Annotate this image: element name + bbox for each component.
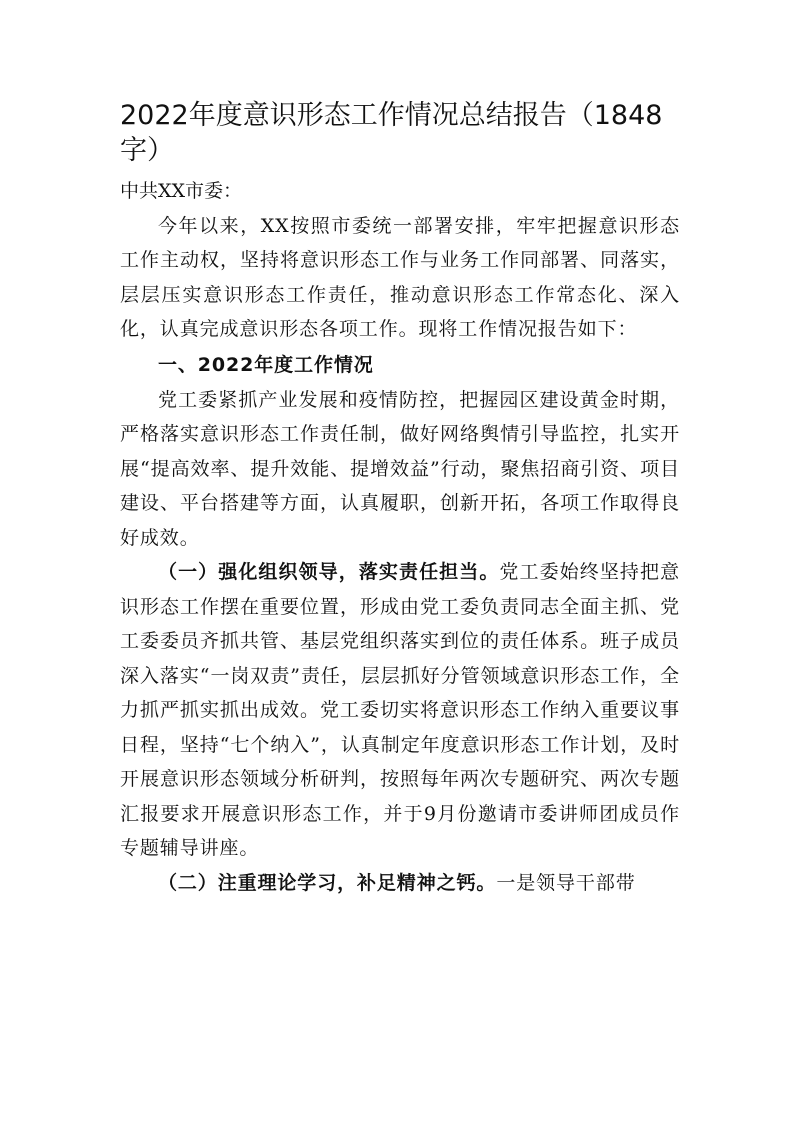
- intro-paragraph: 今年以来，XX按照市委统一部署安排，牢牢把握意识形态工作主动权，坚持将意识形态工作与业务工作同部署、同落实，层层压实意识形态工作责任，推动意识形态工作常态化、深入化，认真完成意识形态各项工作。现将工作情况报告如下：: [120, 214, 680, 340]
- salutation: 中共XX市委：: [120, 180, 243, 202]
- item-2-lead: （二）注重理论学习，补足精神之钙。: [158, 871, 497, 894]
- overview-paragraph: 党工委紧抓产业发展和疫情防控，把握园区建设黄金时期，严格落实意识形态工作责任制，做好网络舆情引导监控，扎实开展“提高效率、提升效能、提增效益”行动，聚焦招商引资、项目建设、平台搭建等方面，认真履职，创新开拓，各项工作取得良好成效。: [120, 388, 680, 549]
- item-1-lead: （一）强化组织领导，落实责任担当。: [158, 561, 500, 583]
- document-title: 2022年度意识形态工作情况总结报告（1848字）: [120, 100, 663, 166]
- item-2-paragraph: [120, 866, 680, 901]
- item-1-body: 党工委始终坚持把意识形态工作摆在重要位置，形成由党工委负责同志全面主抓、党工委委员齐抓共管、基层党组织落实到位的责任体系。班子成员深入落实“一岗双责”责任，层层抓好分管领域意识形态工作，全力抓严抓实抓出成效。党工委切实将意识形态工作纳入重要议事日程，坚持“七个纳入”，认真制定年度意识形态工作计划，及时开展意识形态领域分析研判，按照每年两次专题研究、两次专题汇报要求开展意识形态工作，并于9月份邀请市委讲师团成员作专题辅导讲座。: [120, 561, 680, 859]
- section-heading: 一、2022年度工作情况: [158, 353, 374, 376]
- document-page: [120, 98, 680, 900]
- item-2-body: 一是领导干部带: [496, 871, 636, 894]
- item-1-paragraph: [120, 555, 680, 866]
